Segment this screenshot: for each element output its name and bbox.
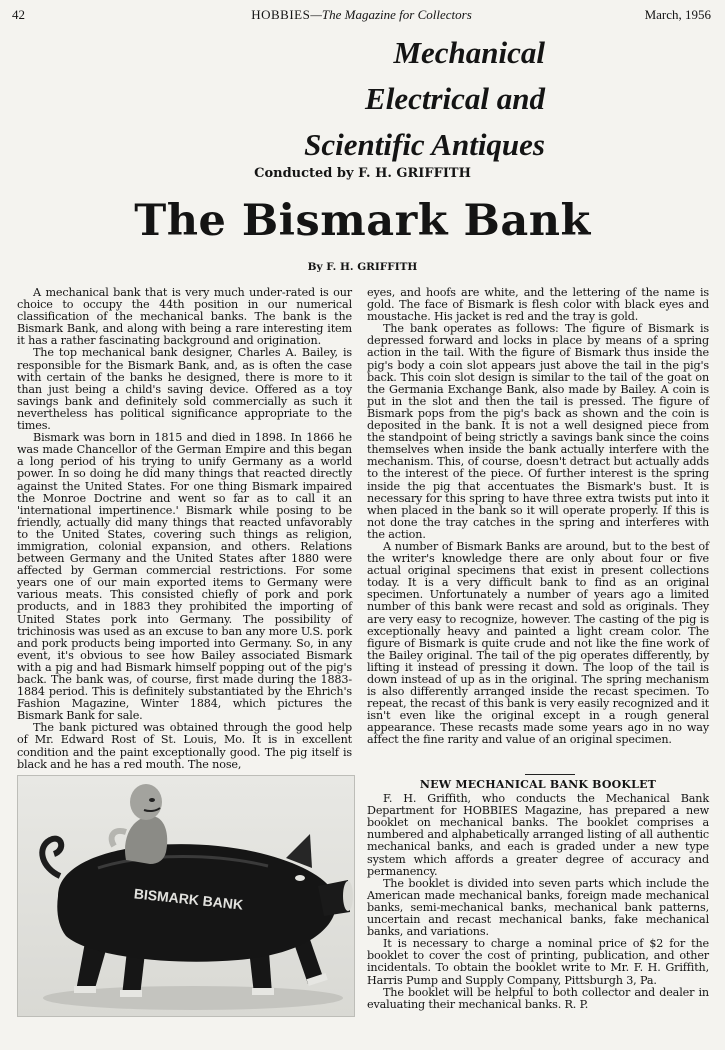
paragraph: A mechanical bank that is very much under-rated is our choice to occupy the 44th position in our numerical classification of the mechanical banks. The bank is the Bismark Bank, and along with being a rare interesting item it has a rather fascinating background and origination.	[17, 286, 352, 348]
running-header	[12, 7, 711, 27]
magazine-title	[12, 7, 711, 23]
booklet-notice	[367, 779, 709, 1011]
article-byline: By F. H. GRIFFITH	[307, 261, 418, 273]
paragraph: The bank pictured was obtained through the good help of Mr. Edward Rost of St. Louis, Mo. It is in excellent condition and the paint exceptionally good. The pig itself is black and he has a red mouth. The nose,	[17, 721, 352, 771]
department-title-line-1: Mechanical	[393, 35, 545, 70]
magazine-tagline: —The Magazine for Collectors	[310, 7, 472, 22]
paragraph: A number of Bismark Banks are around, but to the best of the writer's knowledge there are only about four or five actual original specimens that exist in present collections today. It is a very difficult bank to find as an original specimen. Unfortunately a number of years ago a limited number of this bank were recast and sold as originals. They are very easy to recognize, however. The casting of the pig is exceptionally heavy and painted a light cream color. The figure of Bismark is quite crude and not like the fine work of the Bailey original. The tail of the pig operates differently, by lifting it instead of pressing it down. The loop of the tail is down instead of up as in the original. The spring mechanism is also differently arranged inside the recast specimen. To repeat, the recast of this bank is very easily recognized and it isn't even like the original except in a rough general appearance. These recasts made some years ago in no way affect the fine rarity and value of an original specimen.	[367, 539, 709, 747]
department-title-line-2: Electrical and	[365, 81, 545, 116]
pig-lettering: BISMARK BANK	[133, 885, 244, 913]
pig-bank-illustration	[18, 776, 354, 1016]
paragraph: eyes, and hoofs are white, and the lettering of the name is gold. The face of Bismark is flesh color with black eyes and moustache. His jacket is red and the tray is gold.	[367, 286, 709, 324]
department-editor: Conducted by F. H. GRIFFITH	[254, 166, 471, 181]
paragraph: The booklet is divided into seven parts which include the American made mechanical banks, foreign made mechanical banks, semi-mechanical banks, mechanical bank patterns, uncertain and recast mechanical banks, fake mechanical banks, and variations.	[367, 876, 709, 939]
paragraph: The top mechanical bank designer, Charles A. Bailey, is responsible for the Bismark Bank, and, as is often the case with certain of the banks he designed, there is more to it than just being a child's saving device. Offered as a toy savings bank and definitely sold commercially as such it nevertheless has political significance appropriate to the times.	[17, 346, 352, 433]
department-title-line-3: Scientific Antiques	[304, 127, 545, 162]
article-column-1	[17, 287, 352, 771]
paragraph: The booklet will be helpful to both collector and dealer in evaluating their mechanical banks. R. P.	[367, 985, 709, 1011]
department-title	[160, 30, 545, 168]
paragraph: It is necessary to charge a nominal price of $2 for the booklet to cover the cost of printing, publication, and other incidentals. To obtain the booklet write to Mr. F. H. Griffith, Harris Pump and Supply Company, Pittsburgh 3, Pa.	[367, 937, 709, 987]
page-number: 42	[12, 7, 25, 22]
paragraph: The bank operates as follows: The figure of Bismark is depressed forward and locks in place by means of a spring action in the tail. With the figure of Bismark thus inside the pig's body a coin slot appears just above the tail in the pig's back. This coin slot design is similar to the tail of the goat on the Germania Exchange Bank, also made by Bailey. A coin is put in the slot and then the tail is pressed. The figure of Bismark pops from the pig's back as shown and the coin is deposited in the bank. It is not a well designed piece from the standpoint of being strictly a savings bank since the coins themselves when inside the bank actually interfere with the mechanism. This, of course, doesn't detract but actually adds to the interest of the piece. Of further interest is the spring inside the pig that accentuates the Bismark's bust. It is necessary for this spring to have three extra twists put into it when placed in the bank so it will operate properly. If this is not done the tray catches in the spring and interferes with the action.	[367, 322, 709, 541]
magazine-name: HOBBIES	[251, 7, 311, 22]
article-column-2	[367, 287, 709, 747]
paragraph: Bismark was born in 1815 and died in 1898. In 1866 he was made Chancellor of the German Empire and this began a long period of his trying to unify Germany as a world power. In so doing he did many things that reacted directly against the United States. For one thing Bismark impaired the Monroe Doctrine and went so far as to call it an 'international impertinence.' Bismark while posing to be friendly, actually did many things that reacted unfavorably to the United States, covering such things as religion, immigration, colonial expansion, and others. Relations between Germany and the United States after 1880 were affected by German commercial restrictions. For some years one of our main exported items to Germany were various meats. This consisted chiefly of pork and pork products, and in 1883 they prohibited the importing of United States pork into Germany. The possibility of trichinosis was used as an excuse to ban any more U.S. pork and pork products being imported into Germany. So, in any event, it's obvious to see how Bailey associated Bismark with a pig and had Bismark himself popping out of the pig's back. The bank was, of course, first made during the 1883-1884 period. This is definitely substantiated by the Ehrich's Fashion Magazine, Winter 1884, which pictures the Bismark Bank for sale.	[17, 431, 352, 723]
issue-date: March, 1956	[644, 7, 711, 22]
booklet-heading: NEW MECHANICAL BANK BOOKLET	[419, 778, 657, 791]
paragraph: F. H. Griffith, who conducts the Mechanical Bank Department for HOBBIES Magazine, has prepared a new booklet on mechanical banks. The booklet comprises a numbered and alphabetically arranged listing of all authentic mechanical banks, and each is graded under a new type system which affords a greater degree of accuracy and permanency.	[367, 792, 709, 878]
section-divider	[525, 774, 575, 775]
article-title: The Bismark Bank	[134, 196, 591, 246]
bismark-bank-photo	[17, 775, 355, 1017]
